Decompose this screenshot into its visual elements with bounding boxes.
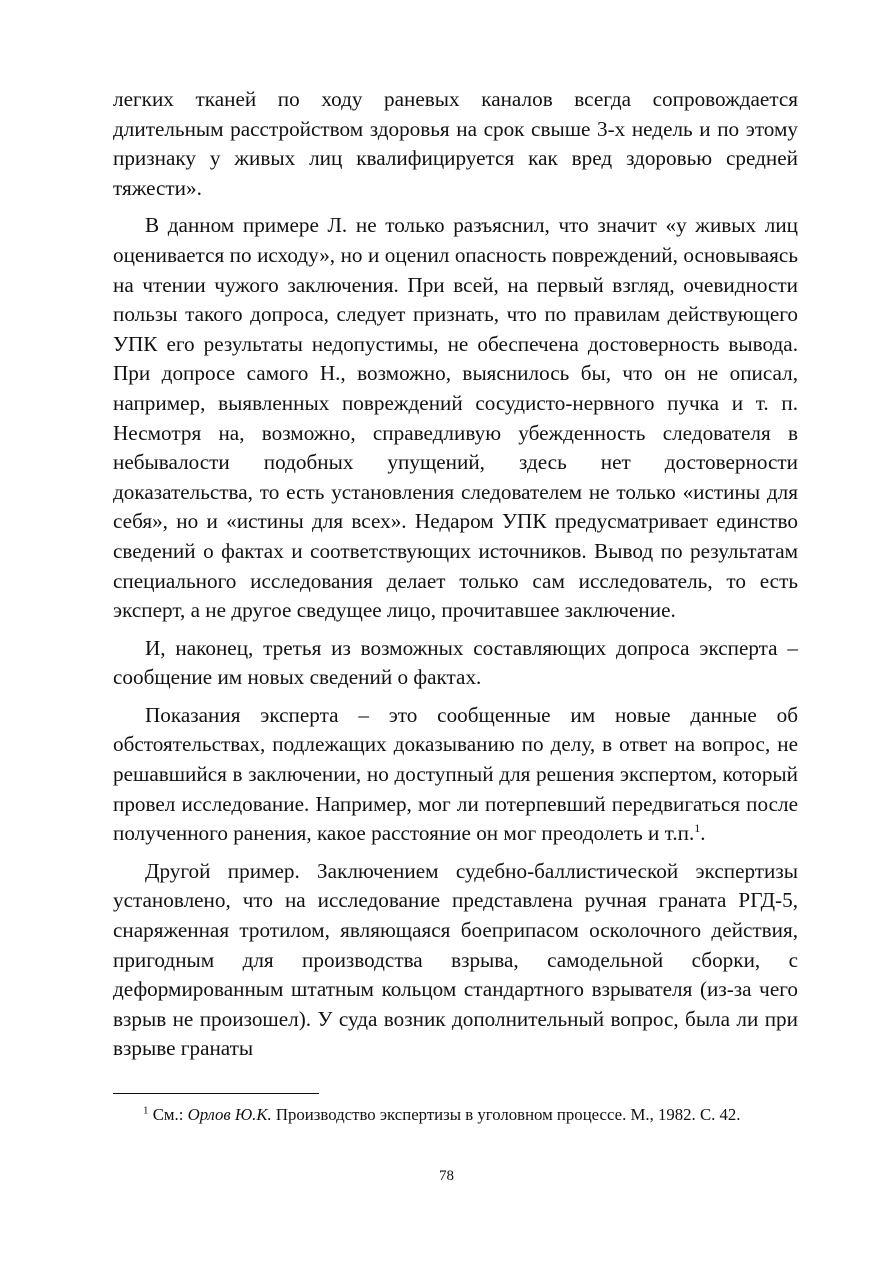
footnote-reference[interactable]: 1	[694, 821, 701, 836]
paragraph-continuation: легких тканей по ходу раневых каналов всегда сопровождается длительным расстройством здоровья на срок свыше 3-х недель и по этому признаку у живых лиц квалифицируется как вред здоровью средней тяжести».	[113, 87, 798, 200]
paragraph-text: Показания эксперта – это сообщенные им новые данные об обстоятельствах, подлежащих доказыванию по делу, в ответ на вопрос, не решавшийся в заключении, но доступный для решения экспертом, который провел исследование. Например, мог ли потерпевший передвигаться после полученного ранения, какое расстояние он мог преодолеть и т.п.	[113, 702, 798, 846]
footnote-text: Производство экспертизы в уголовном процессе. М., 1982. С. 42.	[271, 1105, 741, 1124]
footnote-divider	[113, 1093, 319, 1094]
paragraph: И, наконец, третья из возможных составляющих допроса эксперта – сообщение им новых сведений о фактах.	[113, 635, 798, 690]
page-number: 78	[439, 1168, 454, 1184]
paragraph-with-footnote	[113, 701, 798, 849]
paragraph: В данном примере Л. не только разъяснил, что значит «у живых лиц оценивается по исходу», но и оценил опасность повреждений, основываясь на чтении чужого заключения. При всей, на первый взгляд, очевидности пользы такого допроса, следует признать, что по правилам действующего УПК его результаты недопустимы, не обеспечена достоверность вывода. При допросе самого Н., возможно, выяснилось бы, что он не описал, например, выявленных повреждений сосудисто-нервного пучка и т. п. Несмотря на, возможно, справедливую убежденность следователя в небывалости подобных упущений, здесь нет достоверности доказательства, то есть установления следователем не только «истины для себя», но и «истины для всех». Недаром УПК предусматривает единство сведений о фактах и соответствующих источников. Вывод по результатам специального исследования делает только сам исследователь, то есть эксперт, а не другое сведущее лицо, прочитавшее заключение.	[113, 213, 798, 623]
footnote	[113, 1103, 798, 1127]
footnote-mark: 1	[143, 1104, 149, 1117]
footnote-prefix: См.:	[152, 1105, 188, 1124]
paragraph-tail: .	[700, 821, 706, 846]
footnote-author: Орлов Ю.К.	[187, 1105, 272, 1124]
main-text	[113, 85, 798, 1072]
paragraph: Другой пример. Заключением судебно-баллистической экспертизы установлено, что на исследование представлена ручная граната РГД-5, снаряженная тротилом, являющаяся боеприпасом осколочного действия, пригодным для производства взрыва, самодельной сборки, с деформированным штатным кольцом стандартного взрывателя (из-за чего взрыв не произошел). У суда возник дополнительный вопрос, была ли при взрыве гранаты	[113, 858, 798, 1061]
